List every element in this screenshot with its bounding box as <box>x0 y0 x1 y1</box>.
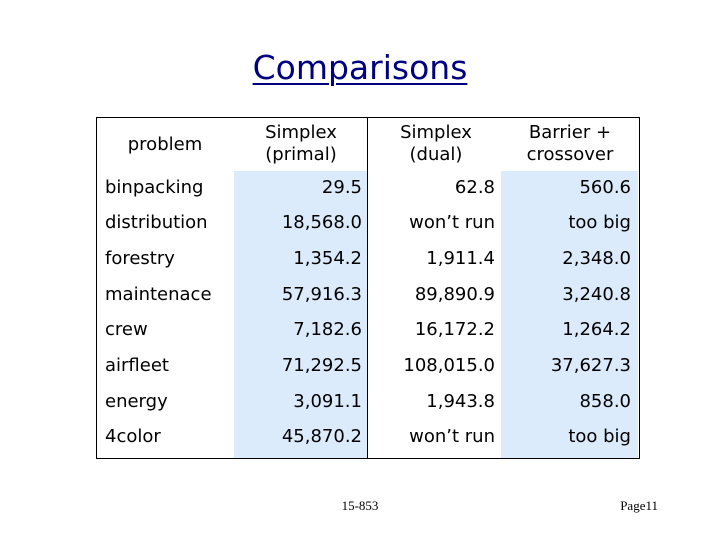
row-problem: distribution <box>105 212 208 233</box>
table-row <box>97 205 639 241</box>
table-row <box>97 170 639 206</box>
row-dual: won’t run <box>409 426 495 447</box>
row-barrier: 3,240.8 <box>562 284 631 305</box>
header-problem: problem <box>127 134 203 155</box>
header-barrier-line2: crossover <box>526 144 614 165</box>
row-problem: binpacking <box>105 177 204 198</box>
slide-title-text: Comparisons <box>252 48 468 87</box>
row-dual: 16,172.2 <box>414 319 495 340</box>
table-row <box>97 241 639 277</box>
row-barrier: 1,264.2 <box>562 319 631 340</box>
row-primal: 7,182.6 <box>293 319 362 340</box>
row-barrier: 858.0 <box>579 391 631 412</box>
header-barrier-line1: Barrier + <box>528 122 612 143</box>
row-problem: maintenace <box>105 284 212 305</box>
row-dual: 1,943.8 <box>426 391 495 412</box>
table-row <box>97 419 639 455</box>
row-barrier: too big <box>568 212 631 233</box>
row-barrier: 560.6 <box>579 177 631 198</box>
row-dual: won’t run <box>409 212 495 233</box>
row-problem: energy <box>105 391 168 412</box>
row-problem: forestry <box>105 248 175 269</box>
row-problem: 4color <box>105 426 161 447</box>
row-primal: 45,870.2 <box>281 426 362 447</box>
header-barrier-crossover <box>505 122 635 166</box>
header-simplex-primal-line1: Simplex <box>265 122 337 143</box>
table-row <box>97 277 639 313</box>
comparison-table <box>96 117 640 459</box>
row-dual: 62.8 <box>454 177 495 198</box>
row-primal: 71,292.5 <box>281 355 362 376</box>
slide-title <box>0 48 720 87</box>
row-barrier: 2,348.0 <box>562 248 631 269</box>
row-primal: 57,916.3 <box>281 284 362 305</box>
table-row <box>97 384 639 420</box>
row-problem: airfleet <box>105 355 169 376</box>
header-simplex-primal <box>237 122 365 166</box>
footer-page-number: Page11 <box>620 498 658 513</box>
row-primal: 1,354.2 <box>293 248 362 269</box>
table-row <box>97 312 639 348</box>
row-dual: 89,890.9 <box>414 284 495 305</box>
header-simplex-primal-line2: (primal) <box>265 144 337 165</box>
row-primal: 3,091.1 <box>293 391 362 412</box>
header-simplex-dual <box>372 122 500 166</box>
row-primal: 18,568.0 <box>281 212 362 233</box>
row-dual: 108,015.0 <box>403 355 495 376</box>
footer-course: 15-853 <box>341 498 379 513</box>
header-simplex-dual-line1: Simplex <box>400 122 472 143</box>
row-barrier: 37,627.3 <box>550 355 631 376</box>
row-primal: 29.5 <box>321 177 362 198</box>
row-dual: 1,911.4 <box>426 248 495 269</box>
row-problem: crew <box>105 319 148 340</box>
row-barrier: too big <box>568 426 631 447</box>
table-row <box>97 348 639 384</box>
header-simplex-dual-line2: (dual) <box>409 144 463 165</box>
